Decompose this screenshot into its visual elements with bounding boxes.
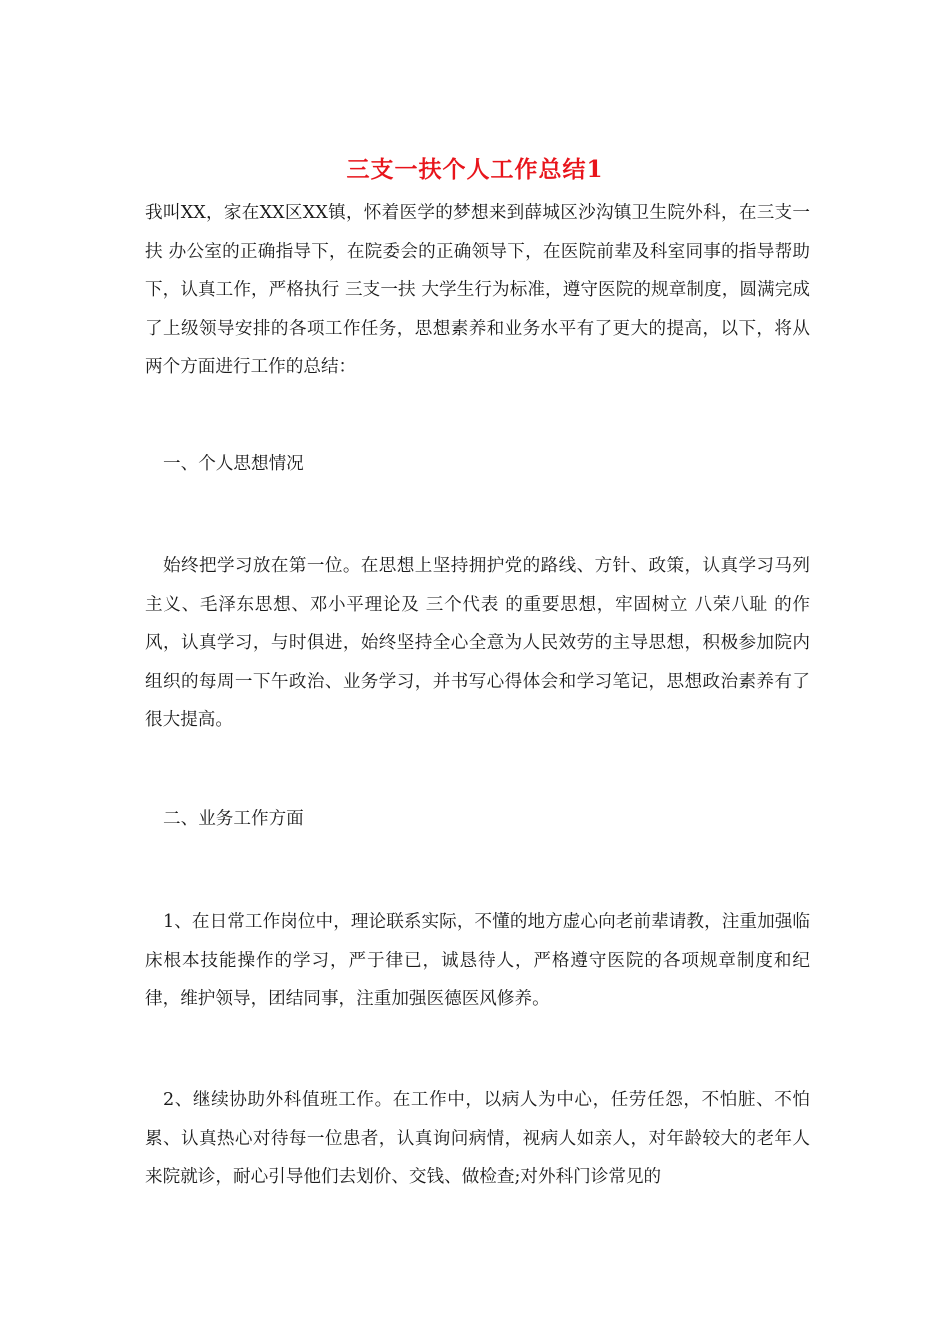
item-1-paragraph: 1、在日常工作岗位中，理论联系实际，不懂的地方虚心向老前辈请教，注重加强临床根本技能操作的学习，严于律已，诚恳待人，严格遵守医院的各项规章制度和纪律，维护领导，团结同事，注重加强医德医风修养。 — [145, 912, 810, 1009]
section-heading-2: 二、业务工作方面 — [163, 809, 304, 829]
section-1-paragraph: 始终把学习放在第一位。在思想上坚持拥护党的路线、方针、政策，认真学习马列主义、毛泽东思想、邓小平理论及 三个代表 的重要思想，牢固树立 八荣八耻 的作风，认真学习，与时俱进，始终坚持全心全意为人民效劳的主导思想，积极参加院内组织的每周一下午政治、业务学习，并书写心得体会和学习笔记，思想政治素养有了很大提高。 — [145, 556, 810, 730]
intro-paragraph: 我叫XX，家在XX区XX镇，怀着医学的梦想来到薛城区沙沟镇卫生院外科，在三支一扶 办公室的正确指导下，在院委会的正确领导下，在医院前辈及科室同事的指导帮助下，认真工作，严格执行 三支一扶 大学生行为标准，遵守医院的规章制度，圆满完成了上级领导安排的各项工作任务，思想素养和业务水平有了更大的提高，以下，将从两个方面进行工作的总结： — [145, 203, 810, 377]
item-2-paragraph: 2、继续协助外科值班工作。在工作中，以病人为中心，任劳任怨，不怕脏、不怕累、认真热心对待每一位患者，认真询问病情，视病人如亲人，对年龄较大的老年人来院就诊，耐心引导他们去划价、交钱、做检查;对外科门诊常见的 — [145, 1090, 810, 1187]
section-heading-1: 一、个人思想情况 — [163, 454, 304, 474]
document-title: 三支一扶个人工作总结1 — [346, 156, 604, 183]
